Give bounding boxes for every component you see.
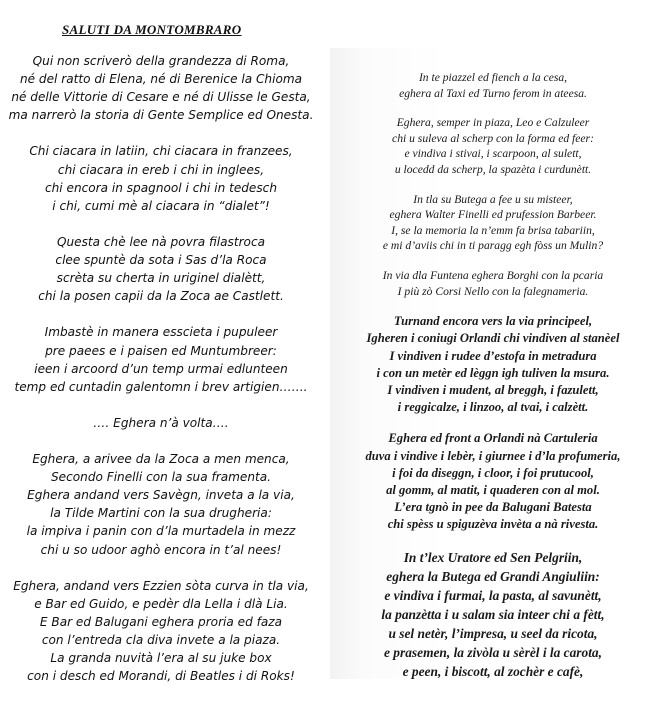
right-column-scan bbox=[330, 48, 656, 679]
verse-line: al gomm, al matit, i quaderen con al mol. bbox=[386, 482, 600, 497]
verse-line: Eghera, semper in piaza, Leo e Calzuleer bbox=[396, 116, 590, 130]
stanza bbox=[330, 548, 656, 681]
verse-line: L’era tgnò in pee da Balugani Batesta bbox=[394, 500, 592, 515]
verse-line: I, se la memoria la n’emm fa brisa tabariin, bbox=[391, 223, 595, 237]
verse-line: In t’lex Uratore ed Sen Pelgriin, bbox=[403, 549, 583, 565]
verse-line: Imbastè in manera esscieta i pupuleer bbox=[44, 325, 278, 340]
verse-line: E Bar ed Balugani eghera proria ed faza bbox=[39, 614, 283, 629]
stanza bbox=[0, 414, 322, 432]
stanza bbox=[330, 70, 656, 101]
verse-line: la impiva i panin con d’la murtadela in mezz bbox=[26, 524, 296, 539]
verse-line: la panzètta i u salam sia inteer chi a fètt, bbox=[381, 606, 605, 622]
verse-line: In te piazzel ed fiench a la cesa, bbox=[418, 71, 568, 84]
verse-line: e vindiva i stivai, i scarpoon, al sulett, bbox=[404, 147, 582, 161]
verse-line: e vindiva i furmai, la pasta, al savunètt, bbox=[384, 587, 602, 603]
stanza bbox=[0, 52, 322, 124]
verse-line: Questa chè lee nà povra filastroca bbox=[56, 234, 266, 249]
verse-line: u sel netèr, l’impresa, u seel da ricota, bbox=[388, 625, 598, 641]
verse-line: con l’entreda cla diva invete a la piaza. bbox=[41, 633, 281, 647]
verse-line: chi la posen capii da la Zoca ae Castlett. bbox=[38, 289, 284, 304]
verse-line: u locedd da scherp, la spazèta i curdunètt. bbox=[394, 162, 592, 176]
verse-line: e Bar ed Guido, e pedèr dla Lella i dlà Lia. bbox=[34, 596, 288, 611]
stanza bbox=[0, 323, 322, 395]
verse-line: Eghera, andand vers Ezzien sòta curva in tla via, bbox=[13, 578, 309, 593]
verse-line: In via dla Funtena eghera Borghi con la pcaria bbox=[382, 268, 604, 282]
stanza bbox=[330, 313, 656, 416]
verse-line: pre paees e i paisen ed Muntumbreer: bbox=[45, 343, 277, 358]
verse-line: né delle Vittorie di Cesare e né di Ulisse le Gesta, bbox=[11, 90, 311, 105]
verse-line: Eghera ed front a Orlandi nà Cartuleria bbox=[388, 431, 598, 446]
verse-line: i con un metèr ed lèggn igh tuliven la msura. bbox=[376, 365, 610, 380]
verse-line: eghera Walter Finelli ed prufession Barbeer. bbox=[389, 208, 597, 222]
verse-line: eghera al Taxi ed Turno ferom in ateesa. bbox=[399, 86, 587, 100]
verse-line: e mi d’aviis chi in ti paragg egh fòss un Mulin? bbox=[382, 239, 604, 253]
poem-title: SALUTI DA MONTOMBRARO bbox=[62, 22, 242, 37]
verse-line: Qui non scriverò della grandezza di Roma, bbox=[32, 54, 290, 68]
verse-line: chi ciacara in ereb i chi in inglees, bbox=[57, 162, 265, 177]
verse-line: eghera la Butega ed Grandi Angiuliin: bbox=[386, 568, 600, 584]
verse-line: i reggicalze, i linzoo, al tvai, i calzètt. bbox=[397, 400, 589, 415]
verse-line: I vindiven i rudee d’estofa in metradura bbox=[389, 348, 597, 363]
stanza bbox=[330, 268, 656, 299]
verse-line: .… Eghera n’à volta…. bbox=[93, 415, 229, 430]
verse-line: Eghera andand vers Savègn, inveta a la via, bbox=[27, 488, 295, 503]
stanza bbox=[330, 115, 656, 177]
stanza bbox=[0, 450, 322, 559]
verse-line: Turnand encora vers la via principeel, bbox=[393, 314, 593, 329]
verse-line: Secondo Finelli con la sua framenta. bbox=[50, 470, 271, 485]
left-stanzas bbox=[0, 52, 322, 703]
stanza bbox=[330, 430, 656, 533]
verse-line: scrèta su cherta in uriginel dialètt, bbox=[56, 271, 266, 286]
verse-line: e peen, i biscott, al zochèr e cafè, bbox=[402, 663, 584, 679]
left-column bbox=[0, 0, 330, 684]
verse-line: ma narrerò la storia di Gente Semplice ed Onesta. bbox=[8, 108, 314, 123]
verse-line: La granda nuvità l’era al su juke box bbox=[50, 651, 272, 666]
stanza bbox=[0, 142, 322, 214]
verse-line: Eghera, a arivee da la Zoca a men menca, bbox=[32, 452, 290, 467]
stanza bbox=[0, 233, 322, 305]
stanza bbox=[330, 192, 656, 254]
verse-line: chi u so udoor aghò encora in t’al nees! bbox=[40, 542, 282, 557]
verse-line: ieen i arcoord d’un temp urmai edlunteen bbox=[34, 361, 288, 376]
verse-line: clee spuntè da sota i Sas d’la Roca bbox=[55, 253, 267, 268]
verse-line: temp ed cuntadin galentomn i brev artigien……. bbox=[14, 379, 308, 394]
right-stanzas bbox=[330, 70, 656, 695]
verse-line: i chi, cumi mè al ciacara in “dialet”! bbox=[52, 198, 270, 213]
verse-line: né del ratto di Elena, né di Berenice la Chioma bbox=[19, 72, 303, 87]
verse-line: I vindiven i mudent, al breggh, i fazulett, bbox=[387, 382, 599, 397]
verse-line: duva i vindive i lebèr, i giurnee i d’la profumeria, bbox=[365, 448, 621, 463]
verse-line: I più zò Corsi Nello con la falegnameria. bbox=[397, 284, 589, 298]
stanza bbox=[0, 577, 322, 686]
verse-line: Chi ciacara in latiin, chi ciacara in franzees, bbox=[29, 144, 293, 159]
verse-line: e prasemen, la zivòla u sèrèl i la carota, bbox=[384, 644, 602, 660]
verse-line: i foi da diseggn, i cloor, i foi prutucool, bbox=[392, 465, 594, 480]
verse-line: con i desch ed Morandi, di Beatles i di Roks! bbox=[27, 669, 295, 684]
verse-line: la Tilde Martini con la sua drugheria: bbox=[50, 506, 272, 521]
verse-line: Igheren i coniugi Orlandi chi vindiven al stanèel bbox=[366, 331, 620, 346]
verse-line: In tla su Butega a fee u su misteer, bbox=[413, 192, 573, 206]
verse-line: chi u suleva al scherp con la forma ed feer: bbox=[392, 131, 594, 145]
verse-line: chi encora in spagnool i chi in tedesch bbox=[44, 180, 277, 195]
verse-line: chi spèss u spiguzèva invèta a nà rivesta. bbox=[387, 517, 599, 532]
